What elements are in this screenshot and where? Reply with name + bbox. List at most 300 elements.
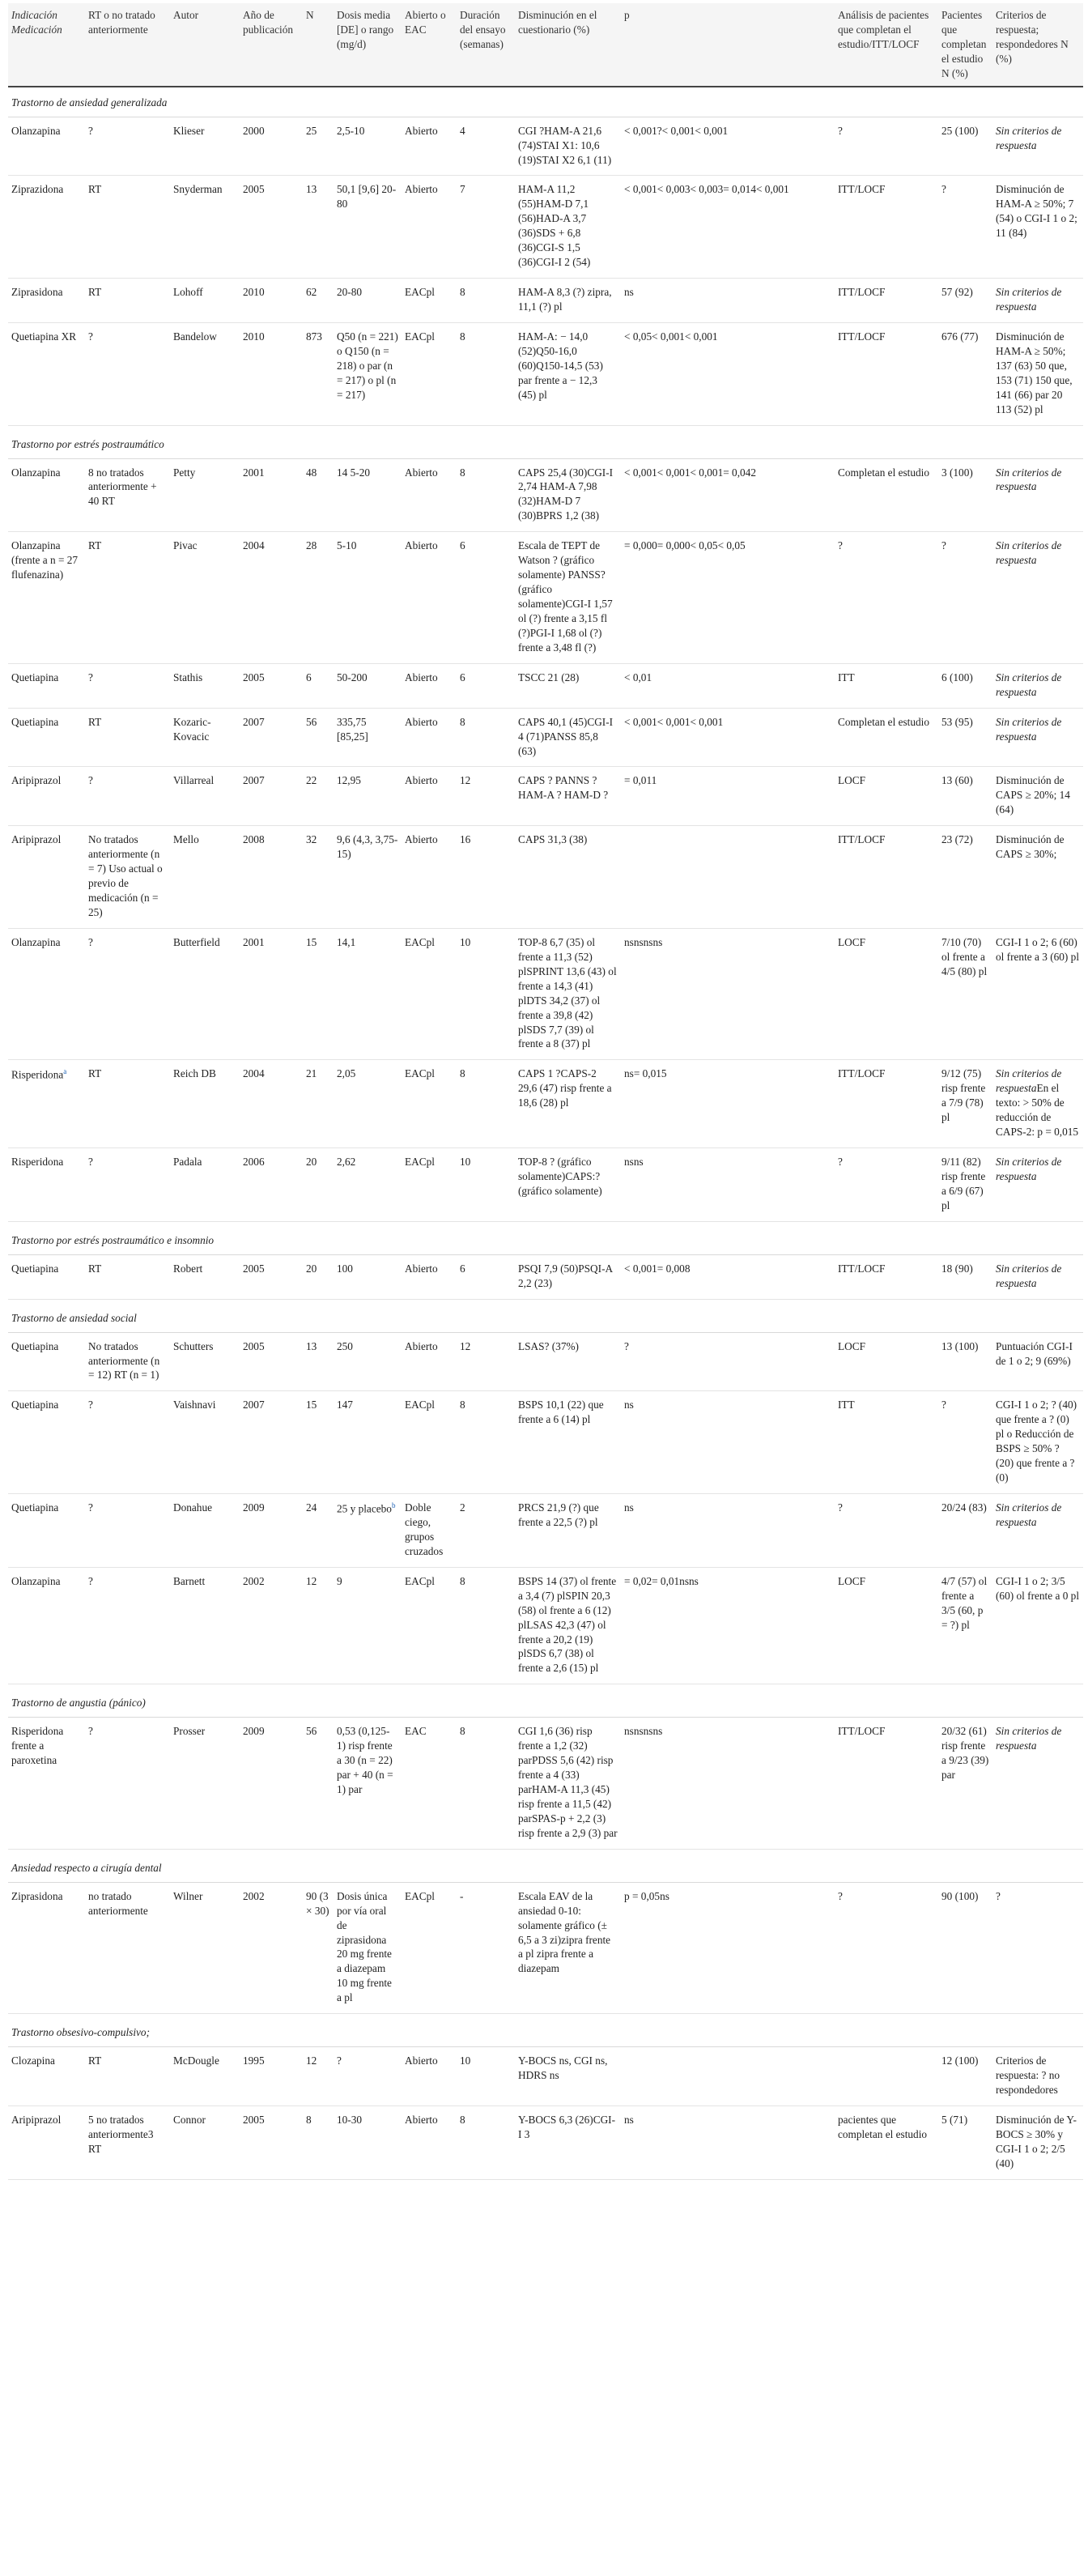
table-row <box>8 1148 1083 1222</box>
cell-p <box>621 117 835 176</box>
header-analisis: Análisis de pacientes que completan el estudio/ITT/LOCF <box>835 3 938 87</box>
cell-duracion <box>457 117 515 176</box>
cell-text: Robert <box>173 1262 203 1275</box>
cell-n <box>303 826 334 929</box>
cell-criterios <box>992 1254 1083 1299</box>
cell-disminucion <box>515 1148 621 1222</box>
cell-text: Sin criterios de respuesta <box>996 286 1062 313</box>
cell-med <box>8 767 85 826</box>
cell-text: < 0,001< 0,001< 0,001 <box>624 715 724 728</box>
cell-anio <box>240 1148 303 1222</box>
cell-text: 4/7 (57) ol frente a 3/5 (60, p = ?) pl <box>941 1574 988 1631</box>
cell-text: Abierto <box>405 183 438 196</box>
cell-text: 8 <box>460 1067 465 1080</box>
cell-p <box>621 1148 835 1222</box>
cell-text: Risperidona frente a paroxetina <box>11 1725 64 1767</box>
cell-autor <box>170 176 240 279</box>
table-row <box>8 1391 1083 1494</box>
cell-text: no tratado anteriormente <box>88 1889 148 1917</box>
cell-text: 8 <box>460 330 465 343</box>
cell-text: Sin criterios de respuesta <box>996 1156 1062 1182</box>
cell-criterios <box>992 1332 1083 1391</box>
cell-autor <box>170 322 240 425</box>
cell-duracion <box>457 176 515 279</box>
cell-text: CGI ?HAM-A 21,6 (74)STAI X1: 10,6 (19)STAI X2 6,1 (11) <box>518 124 612 166</box>
cell-analisis <box>835 322 938 425</box>
cell-med <box>8 1254 85 1299</box>
cell-duracion <box>457 663 515 708</box>
table-header <box>8 3 1083 87</box>
cell-text: p = 0,05ns <box>624 1889 669 1902</box>
cell-n <box>303 458 334 532</box>
header-duracion: Duración del ensayo (semanas) <box>457 3 515 87</box>
table-row <box>8 2106 1083 2179</box>
section-title: Trastorno de ansiedad generalizada <box>8 87 1083 117</box>
cell-dosis <box>334 2106 402 2179</box>
cell-text: Ziprasidona <box>11 1889 63 1902</box>
table-row <box>8 928 1083 1060</box>
cell-n <box>303 1882 334 2014</box>
cell-text: EACpl <box>405 1889 435 1902</box>
cell-pacientes <box>938 1254 992 1299</box>
cell-text: 2010 <box>243 286 265 299</box>
cell-rt <box>85 1882 170 2014</box>
cell-text: Doble ciego, grupos cruzados <box>405 1501 444 1557</box>
cell-text: Sin criterios de respuesta <box>996 1262 1062 1289</box>
cell-text: ? <box>88 935 93 948</box>
cell-abierto <box>402 1148 457 1222</box>
table-row <box>8 1060 1083 1148</box>
table-row <box>8 279 1083 323</box>
cell-disminucion <box>515 458 621 532</box>
cell-n <box>303 767 334 826</box>
cell-analisis <box>835 2106 938 2179</box>
cell-text: 8 <box>460 1725 465 1738</box>
cell-autor <box>170 2047 240 2106</box>
cell-dosis <box>334 1391 402 1494</box>
cell-text: Padala <box>173 1156 202 1169</box>
cell-text: 14 5-20 <box>337 466 370 479</box>
cell-text: 2007 <box>243 1399 265 1411</box>
cell-dosis <box>334 1332 402 1391</box>
cell-text: No tratados anteriormente (n = 12) RT (n = 1) <box>88 1339 160 1382</box>
cell-text: Abierto <box>405 539 438 552</box>
cell-criterios <box>992 117 1083 176</box>
cell-text: Sin criterios de respuesta <box>996 466 1062 493</box>
cell-disminucion <box>515 1060 621 1148</box>
cell-text: ? <box>88 1574 93 1587</box>
cell-med <box>8 2047 85 2106</box>
cell-text: 13 (100) <box>941 1339 979 1352</box>
cell-duracion <box>457 1494 515 1568</box>
cell-text: Quetiapina <box>11 1339 59 1352</box>
cell-text: 2010 <box>243 330 265 343</box>
cell-rt <box>85 1254 170 1299</box>
cell-text: < 0,001< 0,003< 0,003= 0,014< 0,001 <box>624 183 789 196</box>
cell-criterios <box>992 1567 1083 1684</box>
cell-text: Stathis <box>173 671 203 683</box>
cell-autor <box>170 1060 240 1148</box>
cell-text: Abierto <box>405 466 438 479</box>
cell-rt <box>85 1148 170 1222</box>
cell-autor <box>170 1494 240 1568</box>
cell-text: TOP-8 ? (gráfico solamente)CAPS:? (gráfico solamente) <box>518 1156 602 1197</box>
cell-text: Abierto <box>405 124 438 137</box>
cell-text: Sin criterios de respuesta <box>996 124 1062 151</box>
cell-text: 25 y placebo <box>337 1502 392 1515</box>
cell-analisis <box>835 663 938 708</box>
cell-disminucion <box>515 826 621 929</box>
cell-anio <box>240 1391 303 1494</box>
cell-abierto <box>402 1567 457 1684</box>
cell-text: Criterios de respuesta: ? no respondedores <box>996 2054 1060 2096</box>
cell-rt <box>85 322 170 425</box>
cell-text: Prosser <box>173 1725 206 1738</box>
cell-anio <box>240 532 303 664</box>
header-n: N <box>303 3 334 87</box>
cell-n <box>303 1718 334 1850</box>
cell-text: 13 (60) <box>941 774 973 787</box>
cell-criterios <box>992 1060 1083 1148</box>
cell-text: 10 <box>460 2054 471 2067</box>
cell-duracion <box>457 1567 515 1684</box>
cell-pacientes <box>938 1567 992 1684</box>
cell-text: 16 <box>460 833 471 846</box>
cell-text: McDougle <box>173 2054 219 2067</box>
cell-text: 20/24 (83) <box>941 1501 987 1514</box>
cell-criterios <box>992 1718 1083 1850</box>
cell-autor <box>170 2106 240 2179</box>
cell-med <box>8 663 85 708</box>
cell-text: 9 <box>337 1574 342 1587</box>
cell-med <box>8 322 85 425</box>
cell-text: 28 <box>306 539 317 552</box>
cell-pacientes <box>938 708 992 767</box>
section-title: Trastorno de ansiedad social <box>8 1299 1083 1332</box>
cell-autor <box>170 928 240 1060</box>
cell-text: No tratados anteriormente (n = 7) Uso actual o previo de medicación (n = 25) <box>88 833 163 918</box>
cell-n <box>303 322 334 425</box>
cell-dosis <box>334 708 402 767</box>
cell-text: Completan el estudio <box>838 715 930 728</box>
cell-disminucion <box>515 663 621 708</box>
cell-text: < 0,05< 0,001< 0,001 <box>624 330 718 343</box>
cell-text: = 0,000= 0,000< 0,05< 0,05 <box>624 539 746 552</box>
cell-text: 2002 <box>243 1574 265 1587</box>
cell-autor <box>170 708 240 767</box>
cell-text: 2009 <box>243 1501 265 1514</box>
cell-p <box>621 2047 835 2106</box>
cell-dosis <box>334 1718 402 1850</box>
cell-abierto <box>402 117 457 176</box>
cell-disminucion <box>515 1494 621 1568</box>
cell-text: LOCF <box>838 1574 865 1587</box>
cell-n <box>303 1494 334 1568</box>
cell-n <box>303 708 334 767</box>
cell-disminucion <box>515 708 621 767</box>
cell-rt <box>85 1567 170 1684</box>
cell-text: 7/10 (70) ol frente a 4/5 (80) pl <box>941 935 988 977</box>
cell-p <box>621 532 835 664</box>
cell-dosis <box>334 1148 402 1222</box>
cell-text: ? <box>88 671 93 683</box>
cell-text: Quetiapina <box>11 715 59 728</box>
cell-disminucion <box>515 1718 621 1850</box>
cell-autor <box>170 532 240 664</box>
cell-text: Escala de TEPT de Watson ? (gráfico solamente) PANSS? (gráfico solamente)CGI-I 1,57 ol (?) frente a 3,15 fl (?)PGI-I 1,68 ol (?) frente a 3,48 fl (?) <box>518 539 613 654</box>
cell-text: RT <box>88 715 102 728</box>
cell-duracion <box>457 532 515 664</box>
cell-autor <box>170 826 240 929</box>
table-row <box>8 322 1083 425</box>
header-dosis: Dosis media [DE] o rango (mg/d) <box>334 3 402 87</box>
cell-p <box>621 1494 835 1568</box>
table-row <box>8 767 1083 826</box>
cell-text: Abierto <box>405 715 438 728</box>
cell-text: ? <box>941 539 946 552</box>
cell-pacientes <box>938 117 992 176</box>
cell-duracion <box>457 1882 515 2014</box>
cell-text: ITT/LOCF <box>838 833 886 846</box>
cell-abierto <box>402 322 457 425</box>
cell-abierto <box>402 1882 457 2014</box>
cell-text: 8 no tratados anteriormente + 40 RT <box>88 466 157 508</box>
cell-text: 6 (100) <box>941 671 973 683</box>
cell-text: 12 <box>306 2054 317 2067</box>
cell-text: EACpl <box>405 1399 435 1411</box>
cell-n <box>303 1254 334 1299</box>
cell-rt <box>85 279 170 323</box>
cell-text: 12 <box>460 774 471 787</box>
cell-anio <box>240 1494 303 1568</box>
cell-med <box>8 826 85 929</box>
cell-text: 24 <box>306 1501 317 1514</box>
cell-analisis <box>835 458 938 532</box>
footnote-link[interactable]: b <box>391 1501 396 1509</box>
cell-text: 2005 <box>243 1339 265 1352</box>
cell-text: 25 (100) <box>941 124 979 137</box>
cell-text: 2007 <box>243 715 265 728</box>
cell-text: LOCF <box>838 1339 865 1352</box>
cell-rt <box>85 1494 170 1568</box>
cell-analisis <box>835 1718 938 1850</box>
cell-text: RT <box>88 1067 102 1080</box>
cell-text: Completan el estudio <box>838 466 930 479</box>
cell-text: 676 (77) <box>941 330 979 343</box>
cell-text: Bandelow <box>173 330 217 343</box>
cell-duracion <box>457 1391 515 1494</box>
cell-analisis <box>835 1567 938 1684</box>
cell-text: 6 <box>460 671 465 683</box>
cell-rt <box>85 117 170 176</box>
cell-text: ? <box>88 1399 93 1411</box>
cell-text: Mello <box>173 833 199 846</box>
cell-disminucion <box>515 322 621 425</box>
cell-text: nsnsnsns <box>624 935 663 948</box>
cell-p <box>621 1567 835 1684</box>
cell-criterios <box>992 663 1083 708</box>
cell-duracion <box>457 826 515 929</box>
cell-med <box>8 279 85 323</box>
cell-text: Q50 (n = 221) o Q150 (n = 218) o par (n = 217) o pl (n = 217) <box>337 330 398 401</box>
cell-criterios <box>992 826 1083 929</box>
cell-p <box>621 928 835 1060</box>
cell-text: 5 no tratados anteriormente3 RT <box>88 2113 154 2155</box>
cell-med <box>8 2106 85 2179</box>
cell-n <box>303 2106 334 2179</box>
cell-dosis <box>334 322 402 425</box>
cell-text: Risperidona <box>11 1156 64 1169</box>
cell-duracion <box>457 1254 515 1299</box>
cell-text: Disminución de CAPS ≥ 30%; <box>996 833 1065 861</box>
cell-text: 335,75 [85,25] <box>337 715 368 743</box>
cell-abierto <box>402 279 457 323</box>
cell-abierto <box>402 1254 457 1299</box>
cell-rt <box>85 1718 170 1850</box>
cell-rt <box>85 1391 170 1494</box>
cell-text: Kozaric-Kovacic <box>173 715 211 743</box>
cell-text: 2007 <box>243 774 265 787</box>
cell-text: 20/32 (61) risp frente a 9/23 (39) par <box>941 1725 989 1782</box>
cell-p <box>621 663 835 708</box>
cell-text: 12,95 <box>337 774 361 787</box>
cell-text: 12 <box>460 1339 471 1352</box>
cell-text: 32 <box>306 833 317 846</box>
cell-rt <box>85 2106 170 2179</box>
cell-criterios <box>992 1494 1083 1568</box>
cell-text: Quetiapina <box>11 1501 59 1514</box>
cell-text: 3 (100) <box>941 466 973 479</box>
table-row <box>8 2047 1083 2106</box>
cell-text: Sin criterios de respuesta <box>996 1725 1062 1752</box>
cell-anio <box>240 2106 303 2179</box>
cell-p <box>621 1254 835 1299</box>
cell-pacientes <box>938 1332 992 1391</box>
cell-med <box>8 1567 85 1684</box>
cell-p <box>621 1060 835 1148</box>
cell-text: 9,6 (4,3, 3,75-15) <box>337 833 398 861</box>
cell-abierto <box>402 532 457 664</box>
cell-text: ? <box>838 1889 843 1902</box>
cell-text: 57 (92) <box>941 286 973 299</box>
cell-med <box>8 458 85 532</box>
cell-rt <box>85 767 170 826</box>
cell-text: 8 <box>306 2113 312 2126</box>
cell-text: 20 <box>306 1262 317 1275</box>
cell-text: 6 <box>460 1262 465 1275</box>
cell-text: 18 (90) <box>941 1262 973 1275</box>
cell-p <box>621 458 835 532</box>
cell-text: Quetiapina <box>11 1262 59 1275</box>
cell-dosis <box>334 532 402 664</box>
cell-text: 2008 <box>243 833 265 846</box>
section-title: Trastorno de angustia (pánico) <box>8 1684 1083 1718</box>
cell-text: 56 <box>306 1725 317 1738</box>
cell-anio <box>240 1332 303 1391</box>
cell-text: ? <box>88 1501 93 1514</box>
cell-text: Abierto <box>405 2054 438 2067</box>
cell-duracion <box>457 708 515 767</box>
cell-p <box>621 1332 835 1391</box>
cell-rt <box>85 2047 170 2106</box>
criterios-plain-part: En el texto: > 50% de reducción de CAPS-2: p = 0,015 <box>996 1082 1079 1139</box>
cell-duracion <box>457 1060 515 1148</box>
cell-disminucion <box>515 928 621 1060</box>
cell-anio <box>240 279 303 323</box>
cell-dosis <box>334 1060 402 1148</box>
cell-text: Disminución de HAM-A ≥ 50%; 7 (54) o CGI-I 1 o 2; 11 (84) <box>996 183 1077 240</box>
cell-anio <box>240 1060 303 1148</box>
cell-text: 56 <box>306 715 317 728</box>
cell-analisis <box>835 2047 938 2106</box>
cell-text: LOCF <box>838 935 865 948</box>
cell-disminucion <box>515 2106 621 2179</box>
cell-text: 48 <box>306 466 317 479</box>
cell-text: ns <box>624 286 634 299</box>
cell-analisis <box>835 708 938 767</box>
cell-text: PSQI 7,9 (50)PSQI-A 2,2 (23) <box>518 1262 613 1289</box>
footnote-link[interactable]: a <box>63 1067 67 1076</box>
cell-n <box>303 928 334 1060</box>
cell-abierto <box>402 663 457 708</box>
cell-criterios <box>992 1882 1083 2014</box>
cell-dosis <box>334 458 402 532</box>
cell-analisis <box>835 1148 938 1222</box>
cell-analisis <box>835 1391 938 1494</box>
cell-text: 8 <box>460 466 465 479</box>
cell-pacientes <box>938 532 992 664</box>
table-row <box>8 708 1083 767</box>
cell-text: Aripiprazol <box>11 2113 62 2126</box>
cell-disminucion <box>515 117 621 176</box>
table-body <box>8 87 1083 2180</box>
cell-duracion <box>457 1718 515 1850</box>
cell-anio <box>240 1254 303 1299</box>
cell-rt <box>85 1060 170 1148</box>
cell-text: Abierto <box>405 1262 438 1275</box>
cell-dosis <box>334 1494 402 1568</box>
cell-text: nsns <box>624 1156 644 1169</box>
section-row <box>8 1299 1083 1332</box>
cell-text: 6 <box>306 671 312 683</box>
cell-disminucion <box>515 1882 621 2014</box>
cell-text: 2002 <box>243 1889 265 1902</box>
cell-text: ? <box>838 539 843 552</box>
cell-disminucion <box>515 279 621 323</box>
cell-text: Aripiprazol <box>11 833 62 846</box>
cell-text: 15 <box>306 1399 317 1411</box>
cell-duracion <box>457 458 515 532</box>
cell-text: 10 <box>460 1156 471 1169</box>
header-abierto: Abierto o EAC <box>402 3 457 87</box>
cell-autor <box>170 1391 240 1494</box>
cell-text: ? <box>838 1501 843 1514</box>
cell-duracion <box>457 1148 515 1222</box>
cell-pacientes <box>938 1148 992 1222</box>
cell-text: Clozapina <box>11 2054 55 2067</box>
cell-pacientes <box>938 1494 992 1568</box>
cell-text: RT <box>88 1262 102 1275</box>
cell-text: 21 <box>306 1067 317 1080</box>
cell-text: ITT/LOCF <box>838 1262 886 1275</box>
cell-text: Y-BOCS 6,3 (26)CGI-I 3 <box>518 2113 616 2140</box>
cell-text: Quetiapina XR <box>11 330 77 343</box>
cell-analisis <box>835 1060 938 1148</box>
cell-abierto <box>402 1494 457 1568</box>
table-row <box>8 663 1083 708</box>
cell-duracion <box>457 767 515 826</box>
cell-rt <box>85 826 170 929</box>
